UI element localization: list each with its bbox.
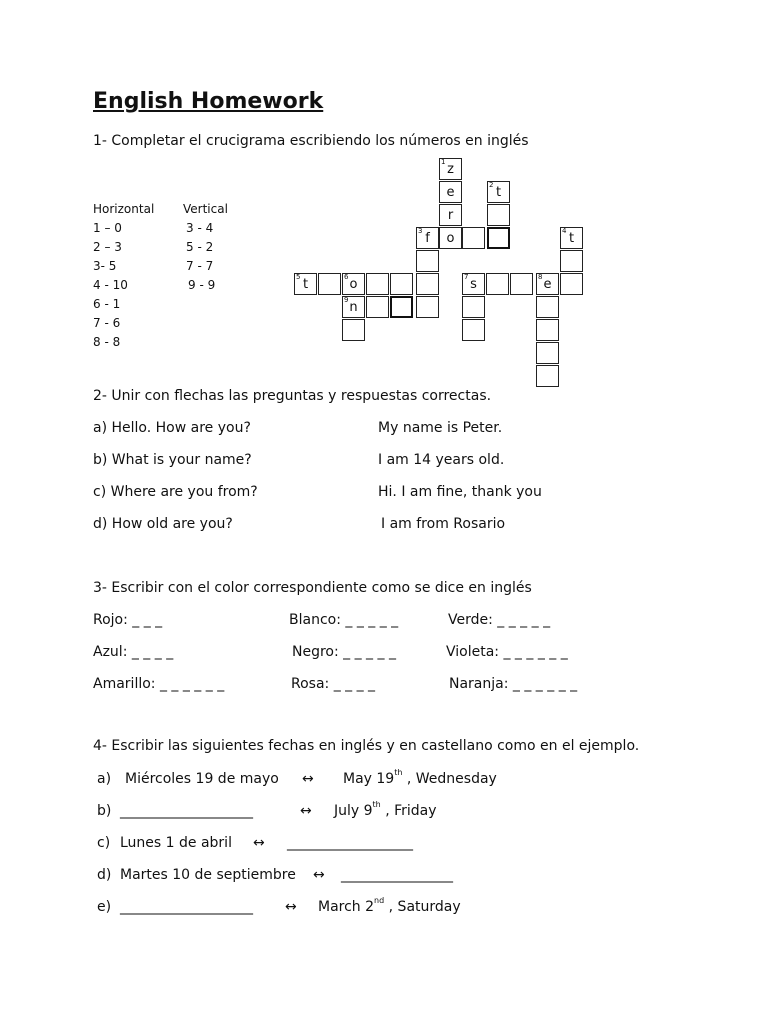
crossword-cell[interactable]	[462, 296, 485, 318]
question-item: d) How old are you?	[93, 516, 233, 532]
double-arrow-icon: ↔	[302, 771, 314, 787]
date-item-blank: ___________________	[120, 803, 253, 819]
date-item-english: May 19th , Wednesday	[343, 768, 497, 787]
vertical-label: Vertical	[183, 202, 228, 216]
date-item-english: March 2nd , Saturday	[318, 896, 461, 915]
date-item-spanish: Martes 10 de septiembre	[120, 867, 296, 883]
crossword-cell[interactable]	[342, 319, 365, 341]
horizontal-clue: 6 - 1	[93, 297, 121, 311]
crossword-cell[interactable]	[416, 227, 439, 249]
clue-number: 4	[562, 227, 567, 235]
cell-letter: n	[349, 300, 358, 315]
crossword-cell[interactable]	[487, 227, 510, 249]
date-item-blank: ________________	[341, 867, 453, 883]
horizontal-label: Horizontal	[93, 202, 155, 216]
crossword-cell[interactable]	[390, 273, 413, 295]
page-title: English Homework	[93, 89, 324, 114]
color-item: Rojo: _ _ _	[93, 612, 163, 628]
crossword-cell[interactable]	[416, 273, 439, 295]
crossword-cell[interactable]	[366, 296, 389, 318]
answer-item: I am 14 years old.	[378, 452, 505, 468]
clue-number: 6	[344, 273, 349, 281]
double-arrow-icon: ↔	[253, 835, 265, 851]
section-1-heading: 1- Completar el crucigrama escribiendo los números en inglés	[93, 133, 529, 149]
color-item: Rosa: _ _ _ _	[291, 676, 376, 692]
horizontal-clue: 2 – 3	[93, 240, 122, 254]
color-item: Amarillo: _ _ _ _ _ _	[93, 676, 225, 692]
crossword-cell[interactable]	[487, 181, 510, 203]
horizontal-clue: 8 - 8	[93, 335, 121, 349]
cell-letter: t	[568, 231, 575, 246]
crossword-cell[interactable]	[536, 365, 559, 387]
vertical-clue: 5 - 2	[186, 240, 214, 254]
vertical-clue: 7 - 7	[186, 259, 214, 273]
crossword-cell[interactable]	[439, 227, 462, 249]
crossword-cell[interactable]	[390, 296, 413, 318]
crossword-cell[interactable]	[366, 273, 389, 295]
crossword-cell[interactable]	[416, 296, 439, 318]
cell-letter: e	[446, 185, 455, 200]
color-item: Verde: _ _ _ _ _	[448, 612, 551, 628]
date-item-spanish: Miércoles 19 de mayo	[125, 771, 279, 787]
crossword-cell[interactable]	[294, 273, 317, 295]
vertical-clue: 3 - 4	[186, 221, 214, 235]
cell-letter: e	[543, 277, 552, 292]
horizontal-clue: 4 - 10	[93, 278, 128, 292]
date-item-letter: e)	[97, 899, 112, 915]
date-item-letter: b)	[97, 803, 112, 819]
clue-number: 9	[344, 296, 349, 304]
color-item: Azul: _ _ _ _	[93, 644, 174, 660]
crossword-cell[interactable]	[439, 204, 462, 226]
clue-number: 7	[464, 273, 469, 281]
answer-item: My name is Peter.	[378, 420, 503, 436]
section-2-heading: 2- Unir con flechas las preguntas y respuestas correctas.	[93, 388, 492, 404]
date-item-letter: c)	[97, 835, 111, 851]
cell-letter: o	[446, 231, 455, 246]
crossword-cell[interactable]	[536, 319, 559, 341]
double-arrow-icon: ↔	[313, 867, 325, 883]
question-item: a) Hello. How are you?	[93, 420, 251, 436]
cell-letter: t	[495, 185, 502, 200]
horizontal-clue: 3- 5	[93, 259, 117, 273]
crossword-cell[interactable]	[536, 296, 559, 318]
double-arrow-icon: ↔	[300, 803, 312, 819]
crossword-cell[interactable]	[560, 250, 583, 272]
question-item: c) Where are you from?	[93, 484, 258, 500]
color-item: Negro: _ _ _ _ _	[292, 644, 396, 660]
double-arrow-icon: ↔	[285, 899, 297, 915]
crossword-cell[interactable]	[536, 273, 559, 295]
crossword-cell[interactable]	[560, 273, 583, 295]
crossword-cell[interactable]	[462, 273, 485, 295]
crossword-cell[interactable]	[462, 319, 485, 341]
color-item: Naranja: _ _ _ _ _ _	[449, 676, 578, 692]
crossword-cell[interactable]	[536, 342, 559, 364]
crossword-cell[interactable]	[318, 273, 341, 295]
section-3-heading: 3- Escribir con el color correspondiente como se dice en inglés	[93, 580, 532, 596]
crossword-cell[interactable]	[439, 158, 462, 180]
crossword-cell[interactable]	[342, 296, 365, 318]
crossword-cell[interactable]	[462, 227, 485, 249]
crossword-cell[interactable]	[560, 227, 583, 249]
cell-letter: z	[447, 162, 454, 177]
date-item-blank: ___________________	[120, 899, 253, 915]
cell-letter: t	[302, 277, 309, 292]
vertical-clue: 9 - 9	[188, 278, 216, 292]
crossword-cell[interactable]	[439, 181, 462, 203]
horizontal-clue: 7 - 6	[93, 316, 121, 330]
date-item-english: July 9th , Friday	[334, 800, 437, 819]
date-item-letter: a)	[97, 771, 112, 787]
clue-number: 3	[418, 227, 423, 235]
cell-letter: o	[349, 277, 358, 292]
clue-number: 5	[296, 273, 301, 281]
question-item: b) What is your name?	[93, 452, 252, 468]
answer-item: Hi. I am fine, thank you	[378, 484, 542, 500]
color-item: Violeta: _ _ _ _ _ _	[446, 644, 568, 660]
clue-number: 2	[489, 181, 494, 189]
cell-letter: r	[447, 208, 454, 223]
cell-letter: f	[425, 231, 430, 246]
answer-item: I am from Rosario	[381, 516, 506, 532]
section-4-heading: 4- Escribir las siguientes fechas en inglés y en castellano como en el ejemplo.	[93, 738, 640, 754]
crossword-cell[interactable]	[487, 204, 510, 226]
crossword-cell[interactable]	[510, 273, 533, 295]
cell-letter: s	[470, 277, 477, 292]
crossword-cell[interactable]	[486, 273, 509, 295]
horizontal-clue: 1 – 0	[93, 221, 122, 235]
color-item: Blanco: _ _ _ _ _	[289, 612, 399, 628]
date-item-spanish: Lunes 1 de abril	[120, 835, 232, 851]
clue-number: 1	[441, 158, 446, 166]
date-item-letter: d)	[97, 867, 112, 883]
crossword-cell[interactable]	[342, 273, 365, 295]
date-item-blank: __________________	[287, 835, 413, 851]
crossword-cell[interactable]	[416, 250, 439, 272]
clue-number: 8	[538, 273, 543, 281]
